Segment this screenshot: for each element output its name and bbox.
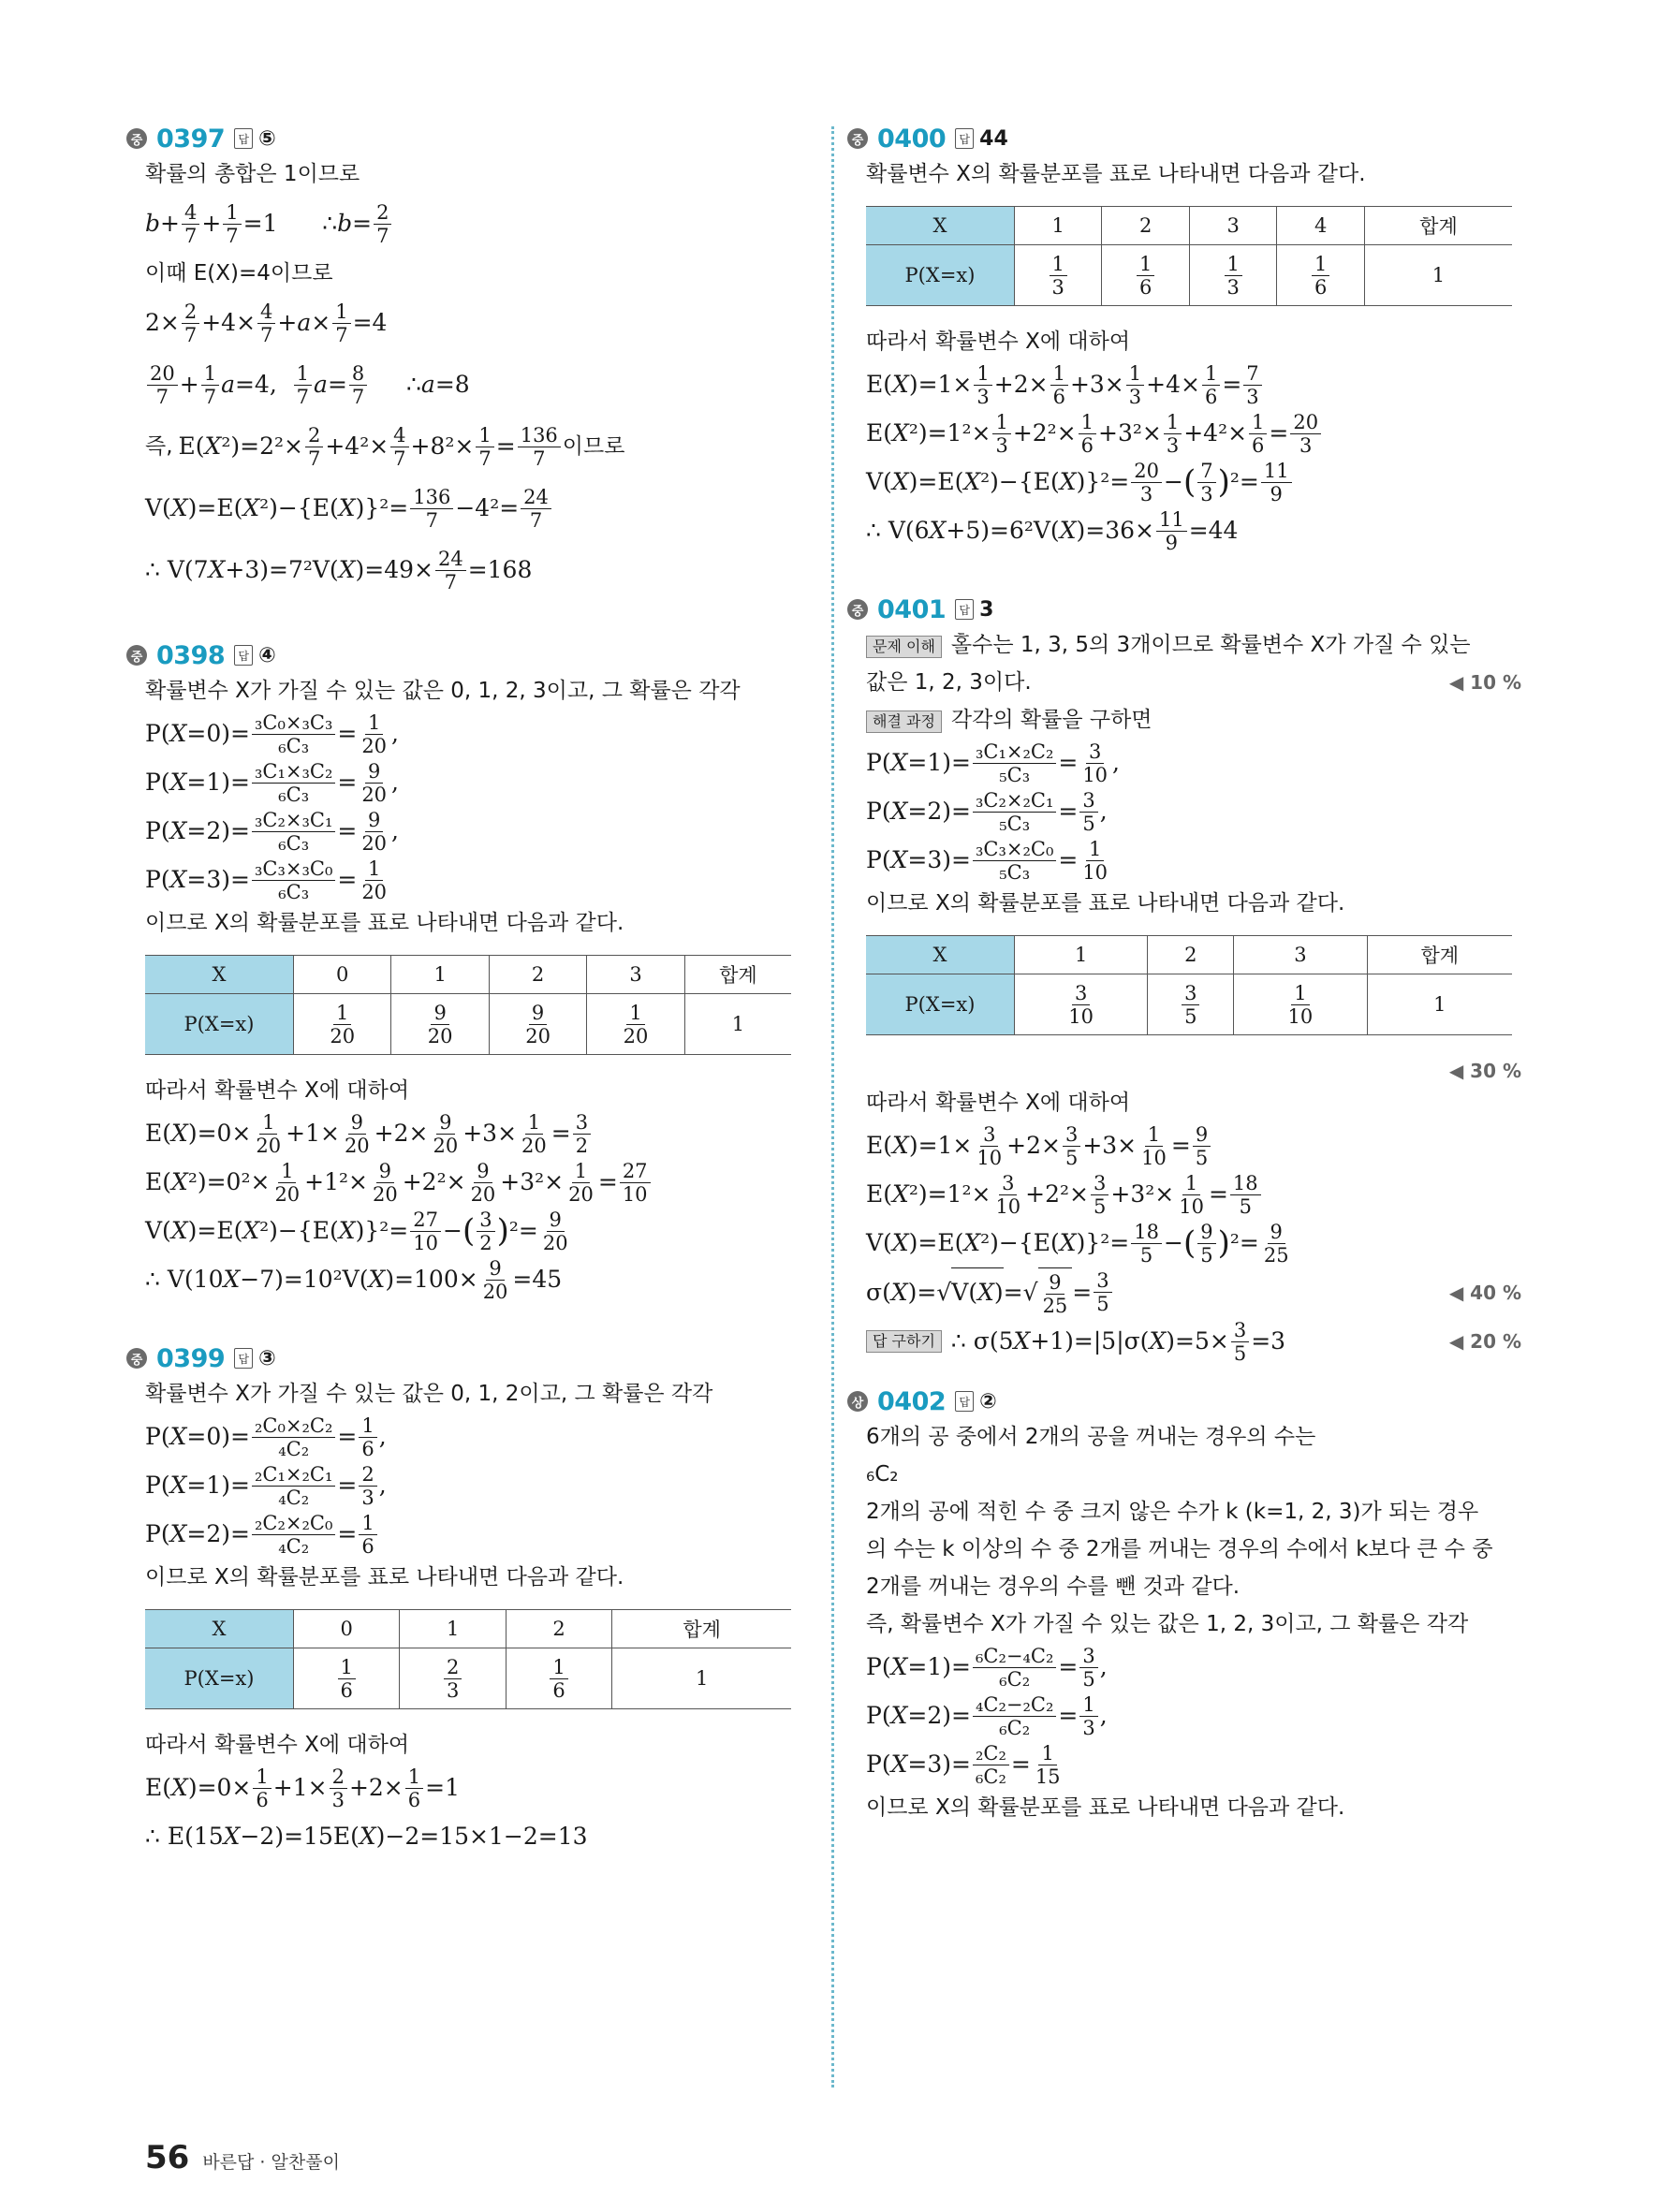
- table-header: X: [866, 207, 1015, 245]
- text-suffix: 이므로: [562, 434, 625, 459]
- solution-text: 따라서 확률변수 X에 대하여: [145, 1078, 410, 1103]
- equation: P( X =1)= $\frac{\text{₆C₂−₄C₂}}{\text{₆C₂}}$ = $\frac{3}{5}$ ,: [866, 1644, 1108, 1691]
- solution-text: 문제 이해 홀수는 1, 3, 5의 3개이므로 확률변수 X가 가질 수 있는: [866, 626, 1521, 664]
- equation: V( X )=E( X ²)−{E( X )}²= $\frac{20}{3}$ − ( $\frac{7}{3}$ ) ²= $\frac{11}{9}$: [866, 458, 1521, 506]
- equation: E( X )=0× $\frac{1}{20}$ +1× $\frac{9}{20}$ +2× $\frac{9}{20}$ +3× $\frac{1}{20}$ = $\frac{3}{2}$: [145, 1109, 800, 1158]
- answer-value: 3: [979, 597, 994, 622]
- step-tag: 문제 이해: [866, 636, 942, 658]
- table-cell: 1: [1367, 974, 1512, 1035]
- table-header: 0: [294, 956, 391, 994]
- equation: P( X =3)= $\frac{\text{₂C₂}}{\text{₆C₂}}$ = $\frac{1}{15}$: [866, 1741, 1061, 1788]
- equation: P( X =2)= $\frac{\text{₃C₂×₃C₁}}{\text{₆C₃}}$ = $\frac{9}{20}$ ,: [145, 808, 399, 855]
- solution-text: 2개의 공에 적힌 수 중 크지 않은 수가 k (k=1, 2, 3)가 되는 경우: [866, 1500, 1479, 1524]
- problem-header: [126, 122, 800, 155]
- equation: V( X )=E( X ²)−{E( X )}²= $\frac{27}{10}$ − ( $\frac{3}{2}$ ) ²= $\frac{9}{20}$: [145, 1208, 568, 1254]
- table-cell: $\frac{1}{6}$: [1277, 245, 1364, 306]
- equation: P( X =1)= $\frac{\text{₂C₁×₂C₁}}{\text{₄C₂}}$ = $\frac{2}{3}$ ,: [145, 1462, 387, 1509]
- answer-icon: 답: [955, 1391, 974, 1412]
- solution-text: 이므로 X의 확률분포를 표로 나타내면 다음과 같다.: [866, 891, 1345, 916]
- table-cell: $\frac{3}{10}$: [1015, 974, 1148, 1035]
- table-cell: $\frac{1}{10}$: [1234, 974, 1367, 1035]
- distribution-table: [866, 935, 1512, 1035]
- text-prefix: 즉,: [145, 434, 173, 459]
- answer-icon: 답: [955, 128, 974, 149]
- table-cell: $\frac{1}{6}$: [506, 1648, 611, 1709]
- solution-text: 6개의 공 중에서 2개의 공을 꺼내는 경우의 수는: [866, 1425, 1316, 1449]
- solution-text: 해결 과정 각각의 확률을 구하면: [866, 701, 1521, 739]
- solution-text: 이므로 X의 확률분포를 표로 나타내면 다음과 같다.: [145, 911, 624, 935]
- equation: P( X =3)= $\frac{\text{₃C₃×₃C₀}}{\text{₆C₃}}$ = $\frac{1}{20}$: [145, 857, 388, 903]
- problem-header: [126, 1341, 800, 1375]
- level-badge: 중: [126, 128, 147, 149]
- answer-icon: 답: [234, 645, 253, 666]
- problem-number: 0398: [156, 640, 226, 670]
- answer-icon: 답: [234, 128, 253, 149]
- equation: 답 구하기 ∴ σ(5 X +1)=|5|σ( X )=5× $\frac{3}{5}$ =3 ◀ 20 %: [866, 1317, 1521, 1366]
- page-number: 56: [145, 2139, 190, 2176]
- solution-text: 확률변수 X가 가질 수 있는 값은 0, 1, 2, 3이고, 그 확률은 각각: [145, 679, 741, 703]
- page-footer: [145, 2139, 340, 2176]
- distribution-table: [145, 1609, 791, 1709]
- problem-0399: [130, 1341, 800, 1861]
- level-badge: 상: [847, 1391, 868, 1412]
- answer-value: ④: [258, 643, 276, 667]
- table-cell: 1: [612, 1648, 791, 1709]
- equation: E( X ²)=0²× $\frac{1}{20}$ +1²× $\frac{9}{20}$ +2²× $\frac{9}{20}$ +3²× $\frac{1}{20}$ = $\frac{27}{10}$: [145, 1158, 800, 1207]
- answer-icon: 답: [955, 599, 974, 620]
- table-cell: $\frac{1}{20}$: [587, 994, 684, 1055]
- level-badge: 중: [126, 645, 147, 666]
- problem-number: 0399: [156, 1343, 226, 1373]
- problem-0400: [851, 122, 1521, 555]
- equation: V( X )=E( X ²)−{E( X )}²= $\frac{18}{5}$ − ( $\frac{9}{5}$ ) ²= $\frac{9}{25}$: [866, 1220, 1289, 1267]
- solution-text: 즉, 확률변수 X가 가질 수 있는 값은 1, 2, 3이고, 그 확률은 각각: [866, 1612, 1469, 1636]
- equation: ∴ V(6 X +5)=6²V( X )=36× $\frac{11}{9}$ =44: [866, 507, 1239, 554]
- equation: P( X =2)= $\frac{\text{₂C₂×₂C₀}}{\text{₄C₂}}$ = $\frac{1}{6}$: [145, 1510, 800, 1559]
- problem-header: [126, 638, 800, 672]
- solution-text: 확률변수 X가 가질 수 있는 값은 0, 1, 2이고, 그 확률은 각각: [145, 1382, 713, 1406]
- table-header: 합계: [684, 956, 791, 994]
- level-badge: 중: [847, 128, 868, 149]
- problem-number: 0402: [877, 1386, 947, 1416]
- book-title: 바른답 · 알찬풀이: [202, 2152, 340, 2173]
- equation: P( X =2)= $\frac{\text{₄C₂−₂C₂}}{\text{₆C₂}}$ = $\frac{1}{3}$ ,: [866, 1692, 1108, 1739]
- problem-header: [847, 593, 1521, 626]
- table-header: 3: [587, 956, 684, 994]
- score-percent: ◀ 30 %: [1448, 1060, 1521, 1082]
- equation: P( X =3)= $\frac{\text{₃C₃×₂C₀}}{\text{₅C₃}}$ = $\frac{1}{10}$: [866, 837, 1108, 884]
- solution-text: 따라서 확률변수 X에 대하여: [145, 1733, 410, 1757]
- table-header: 3: [1189, 207, 1276, 245]
- table-header: 3: [1234, 936, 1367, 974]
- table-header: 4: [1277, 207, 1364, 245]
- table-header: 2: [506, 1610, 611, 1648]
- problem-header: [847, 122, 1521, 155]
- table-cell: $\frac{3}{5}$: [1148, 974, 1234, 1035]
- distribution-table: [866, 206, 1512, 306]
- equation: σ( X )=√ V(X) =√ $\frac{9}{25}$ = $\frac{3}{5}$ ◀ 40 %: [866, 1269, 1521, 1317]
- problem-0397: [130, 122, 800, 601]
- answer-value: 44: [979, 126, 1008, 151]
- table-header: 1: [391, 956, 489, 994]
- equation: P( X =1)= $\frac{\text{₃C₁×₃C₂}}{\text{₆C₃}}$ = $\frac{9}{20}$ ,: [145, 759, 399, 806]
- problem-0402: [851, 1384, 1521, 1826]
- equation: E( X ²)=1²× $\frac{1}{3}$ +2²× $\frac{1}{6}$ +3²× $\frac{1}{3}$ +4²× $\frac{1}{6}$ = $\frac{20}{3}$: [866, 409, 1521, 458]
- score-percent: ◀ 10 %: [1448, 671, 1521, 694]
- table-header: X: [145, 956, 294, 994]
- equation: b + $\frac{4}{7}$ + $\frac{1}{7}$ =1 ∴ b = $\frac{2}{7}$: [145, 193, 800, 255]
- table-cell: $\frac{1}{6}$: [1102, 245, 1189, 306]
- answer-value: ⑤: [258, 126, 276, 151]
- equation: V( X )=E( X ²)−{E( X )}²= $\frac{136}{7}$ −4²= $\frac{24}{7}$: [145, 477, 800, 539]
- table-header: 합계: [1367, 936, 1512, 974]
- table-header: 1: [400, 1610, 506, 1648]
- table-header: 1: [1015, 207, 1102, 245]
- table-header: 합계: [1364, 207, 1512, 245]
- solution-text: 따라서 확률변수 X에 대하여: [866, 330, 1131, 354]
- answer-value: ②: [979, 1389, 997, 1414]
- equation: E( X )=1× $\frac{3}{10}$ +2× $\frac{3}{5}$ +3× $\frac{1}{10}$ = $\frac{9}{5}$: [866, 1121, 1521, 1170]
- equation: P( X =1)= $\frac{\text{₃C₁×₂C₂}}{\text{₅C₃}}$ = $\frac{3}{10}$ ,: [866, 740, 1120, 786]
- step-tag: 해결 과정: [866, 710, 942, 733]
- score-row: [866, 1052, 1521, 1084]
- solution-text: 따라서 확률변수 X에 대하여: [866, 1091, 1131, 1115]
- solution-text: 의 수는 k 이상의 수 중 2개를 꺼내는 경우의 수에서 k보다 큰 수 중: [866, 1537, 1493, 1561]
- column-divider: [831, 126, 834, 2087]
- distribution-table: [145, 955, 791, 1055]
- solution-text: 확률변수 X의 확률분포를 표로 나타내면 다음과 같다.: [866, 162, 1366, 186]
- table-cell: $\frac{9}{20}$: [489, 994, 586, 1055]
- equation: 2× $\frac{2}{7}$ +4× $\frac{4}{7}$ + a × $\frac{1}{7}$ =4: [145, 300, 388, 346]
- solution-text: ₆C₂: [866, 1462, 899, 1487]
- problem-0401: [851, 593, 1521, 1366]
- score-percent: ◀ 20 %: [1448, 1330, 1521, 1353]
- equation: P( X =0)= $\frac{\text{₂C₀×₂C₂}}{\text{₄C₂}}$ = $\frac{1}{6}$ ,: [145, 1414, 387, 1460]
- problem-number: 0397: [156, 124, 226, 154]
- table-header: X: [145, 1610, 294, 1648]
- table-header: 합계: [612, 1610, 791, 1648]
- level-badge: 중: [847, 599, 868, 620]
- row-label: P(X=x): [866, 245, 1015, 306]
- table-cell: 1: [684, 994, 791, 1055]
- table-header: 2: [1102, 207, 1189, 245]
- equation: E( X )=1× $\frac{1}{3}$ +2× $\frac{1}{6}$ +3× $\frac{1}{3}$ +4× $\frac{1}{6}$ = $\frac{7}{3}$: [866, 360, 1521, 409]
- step-tag: 답 구하기: [866, 1330, 942, 1353]
- table-header: 2: [1148, 936, 1234, 974]
- equation: ∴ V(10 X −7)=10²V( X )=100× $\frac{9}{20}$ =45: [145, 1256, 563, 1303]
- equation: P( X =0)= $\frac{\text{₃C₀×₃C₃}}{\text{₆C₃}}$ = $\frac{1}{20}$ ,: [145, 710, 399, 757]
- equation: E( X )=0× $\frac{1}{6}$ +1× $\frac{2}{3}$ +2× $\frac{1}{6}$ =1: [145, 1765, 460, 1811]
- equation: ∴ E(15 X −2)=15E( X )−2=15×1−2=13: [145, 1823, 588, 1850]
- row-label: P(X=x): [866, 974, 1015, 1035]
- table-header: 0: [294, 1610, 400, 1648]
- answer-value: ③: [258, 1346, 276, 1370]
- equation: ∴ V(7 X +3)=7²V( X )=49× $\frac{24}{7}$ =168: [145, 547, 533, 593]
- row-label: P(X=x): [145, 1648, 294, 1709]
- equation: P( X =2)= $\frac{\text{₃C₂×₂C₁}}{\text{₅C₃}}$ = $\frac{3}{5}$ ,: [866, 788, 1108, 835]
- table-cell: $\frac{2}{3}$: [400, 1648, 506, 1709]
- table-cell: $\frac{9}{20}$: [391, 994, 489, 1055]
- table-header: 2: [489, 956, 586, 994]
- table-header: X: [866, 936, 1015, 974]
- score-percent: ◀ 40 %: [1448, 1281, 1521, 1304]
- right-column: [851, 122, 1521, 1864]
- equation: $\frac{20}{7}$ + $\frac{1}{7}$ a =4, $\frac{1}{7}$ a = $\frac{8}{7}$ ∴ a =8: [145, 354, 800, 416]
- equation: E( X ²)=1²× $\frac{3}{10}$ +2²× $\frac{3}{5}$ +3²× $\frac{1}{10}$ = $\frac{18}{5}$: [866, 1170, 1521, 1219]
- solution-text: 2개를 꺼내는 경우의 수를 뺀 것과 같다.: [866, 1575, 1241, 1599]
- solution-text: 값은 1, 2, 3이다. ◀ 10 %: [866, 664, 1521, 701]
- problem-0398: [130, 638, 800, 1304]
- table-cell: 1: [1364, 245, 1512, 306]
- table-cell: $\frac{1}{3}$: [1015, 245, 1102, 306]
- problem-number: 0401: [877, 594, 947, 624]
- table-cell: $\frac{1}{20}$: [294, 994, 391, 1055]
- solution-text: 이므로 X의 확률분포를 표로 나타내면 다음과 같다.: [145, 1565, 624, 1589]
- table-header: 1: [1015, 936, 1148, 974]
- solution-text: 이므로 X의 확률분포를 표로 나타내면 다음과 같다.: [866, 1795, 1345, 1820]
- table-cell: $\frac{1}{3}$: [1189, 245, 1276, 306]
- row-label: P(X=x): [145, 994, 294, 1055]
- table-cell: $\frac{1}{6}$: [294, 1648, 400, 1709]
- answer-icon: 답: [234, 1348, 253, 1369]
- left-column: [130, 122, 800, 1898]
- problem-header: [847, 1384, 1521, 1418]
- problem-number: 0400: [877, 124, 947, 154]
- equation: 즉, E( X ²)=2²× $\frac{2}{7}$ +4²× $\frac{4}{7}$ +8²× $\frac{1}{7}$ = $\frac{136}{7}$ 이므로: [145, 416, 800, 477]
- solution-text: 확률의 총합은 1이므로: [145, 162, 360, 186]
- solution-text: 이때 E(X)=4이므로: [145, 261, 333, 286]
- level-badge: 중: [126, 1348, 147, 1369]
